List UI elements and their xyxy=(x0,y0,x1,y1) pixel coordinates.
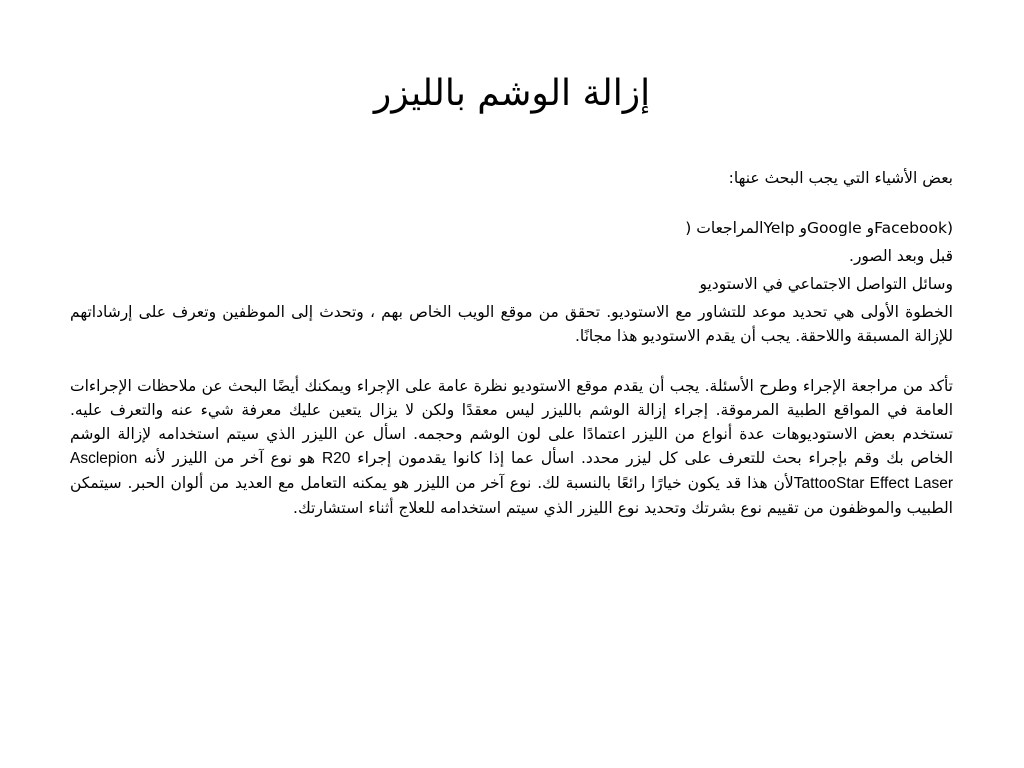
before-after-line: قبل وبعد الصور. xyxy=(849,247,953,265)
slide-title: إزالة الوشم بالليزر xyxy=(373,73,651,114)
procedure-paragraph xyxy=(70,374,953,520)
first-step-paragraph: الخطوة الأولى هي تحديد موعد للتشاور مع الاستوديو. تحقق من موقع الويب الخاص بهم ، وتحدث إلى الموظفين وتعرف على إرشاداتهم للإزالة المسبقة واللاحقة. يجب أن يقدم الاستوديو هذا مجانًا. xyxy=(70,303,953,345)
intro-line: بعض الأشياء التي يجب البحث عنها: xyxy=(728,169,953,187)
reviews-line: (Facebookو Googleو Yelpالمراجعات ( xyxy=(685,219,953,237)
procedure-text-2: هو نوع آخر من الليزر لأنه xyxy=(137,449,322,467)
social-media-line: وسائل التواصل الاجتماعي في الاستوديو xyxy=(699,275,953,293)
laser-model-text: R20 xyxy=(321,450,351,467)
procedure-text-4: يمكنه التعامل مع العديد من ألوان الحبر. سيتمكن الطبيب والموظفون من تقييم نوع بشرتك وتحديد نوع الليزر الذي سيتم استخدامه للعلاج أثناء استشارتك. xyxy=(70,474,953,517)
procedure-text-1: تأكد من مراجعة الإجراء وطرح الأسئلة. يجب أن يقدم موقع الاستوديو نظرة عامة على الإجراء ويمكنك أيضًا البحث عن ملاحظات الإجراءات العامة في المواقع الطبية المرموقة. إجراء إزالة الوشم بالليزر ليس معقدًا ولكن لا يزال يتعين عليك معرفة شيء عنه والتعرف عليه. تستخدم بعض الاستوديوهات عدة أنواع من الليزر اعتمادًا على لون الوشم وحجمه. اسأل عن الليزر الذي سيتم استخدامه لإزالة الوشم الخاص بك وقم بإجراء بحث للتعرف على كل ليزر محدد. اسأل عما إذا كانوا يقدمون إجراء xyxy=(70,377,953,467)
procedure-text-3: لأن هذا قد يكون خيارًا رائعًا بالنسبة لك. نوع آخر من الليزر هو xyxy=(386,474,794,492)
laser-brand-text: Asclepion TattooStar Effect Laser xyxy=(70,450,953,492)
slide-body xyxy=(70,166,953,520)
